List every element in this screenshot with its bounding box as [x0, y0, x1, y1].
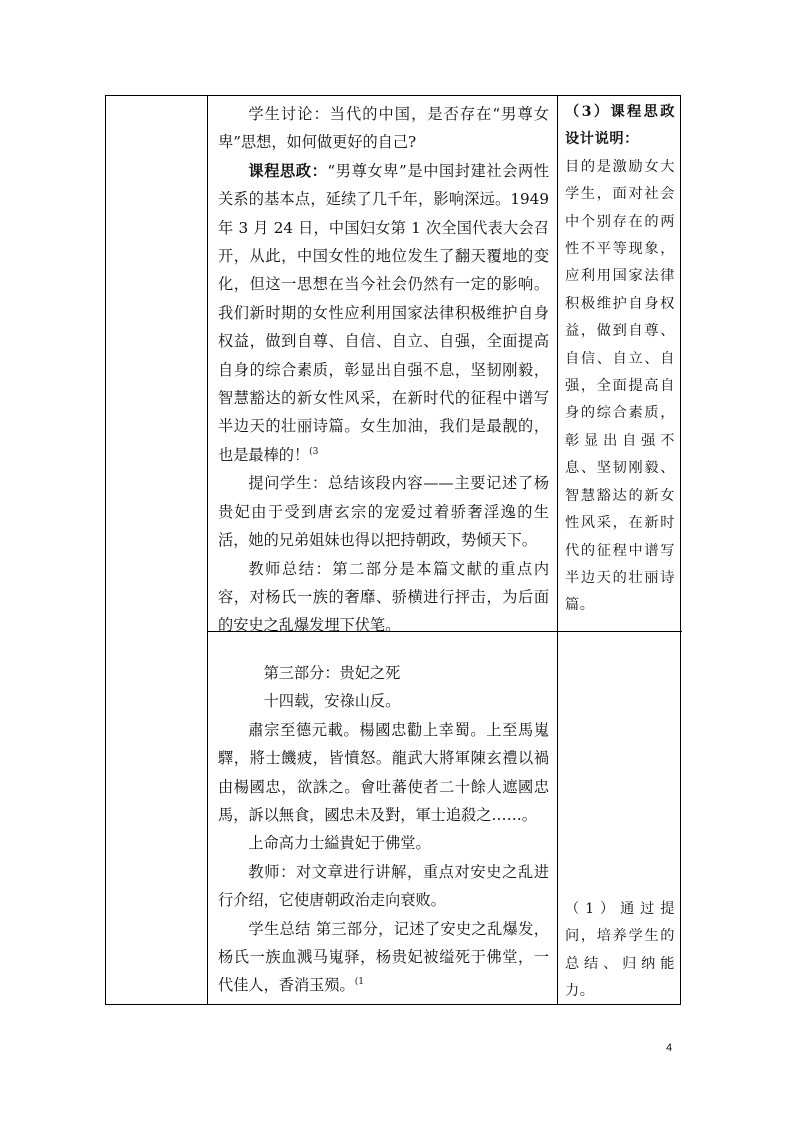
- row2-main-cell: [218, 659, 549, 1000]
- lesson-plan-table: [105, 95, 681, 1005]
- column-divider-right: [557, 96, 558, 1004]
- design-note-title: （3）课程思政设计说明：: [565, 104, 675, 148]
- teacher-paragraph: 教师：对文章进行讲解，重点对安史之乱进行介绍，它使唐朝政治走向衰败。: [218, 862, 549, 910]
- teacher-summary-paragraph: 教师总结：第二部分是本篇文献的重点内容，对杨氏一族的奢靡、骄横进行抨击，为后面的安史之乱爆发埋下伏笔。: [218, 559, 549, 635]
- student-summary-paragraph: [218, 915, 549, 1000]
- discussion-paragraph: 学生讨论：当代的中国，是否存在“男尊女卑”思想，如何做更好的自己?: [218, 105, 549, 152]
- ideology-paragraph: [218, 157, 549, 469]
- row1-main-cell: [218, 100, 549, 640]
- ability-note-text: （1）通过提问，培养学生的总结、归纳能力。: [565, 901, 675, 1000]
- row1-side-cell: [565, 99, 675, 620]
- footnote-mark-2: (1: [354, 977, 364, 988]
- classical-line-2: 上命高力士縊貴妃于佛堂。: [248, 834, 431, 853]
- section-heading: 第三部分：贵妃之死: [263, 664, 401, 682]
- ideology-label: 课程思政：: [248, 161, 328, 180]
- classical-line-1: 十四载，安祿山反。: [263, 692, 401, 711]
- row2-side-cell: [565, 896, 675, 1006]
- ideology-text: “男尊女卑”是中国封建社会两性关系的基本点，延续了几千年，影响深远。1949 年 3 月 24 日，中国妇女第 1 次全国代表大会召开，从此，中国女性的地位发生了翻天覆地的变化，但这一思想在当今社会仍然有一定的影响。我们新时期的女性应利用国家法律积极维护自身权益，做到自尊、自信、自立、自强，全面提高自身的综合素质，彰显出自强不息，坚韧刚毅，智慧豁达的新女性风采，在新时代的征程中谱写半边天的壮丽诗篇。女生加油，我们是最靓的，也是最棒的！: [218, 161, 550, 464]
- classical-paragraph: 肅宗至德元載。楊國忠勸上幸蜀。上至馬嵬驛，將士饑疲，皆憤怒。龍武大將軍陳玄禮以禍由楊國忠，欲誅之。會吐蕃使者二十餘人遮國忠馬，訴以無食，國忠未及對，軍士追殺之……。: [218, 720, 549, 825]
- design-note-text: 目的是激励女大学生，面对社会中个别存在的两性不平等现象，应利用国家法律积极维护自身权益，做到自尊、自信、自立、自强，全面提高自身的综合素质，彰显出自强不息、坚韧刚毅、智慧豁达的新女性风采，在新时代的征程中谱写半边天的壮丽诗篇。: [565, 158, 675, 614]
- page-number: 4: [666, 1042, 673, 1054]
- footnote-mark: (3: [309, 446, 319, 457]
- column-divider-left: [207, 96, 208, 1004]
- student-summary-text: 学生总结 第三部分，记述了安史之乱爆发，杨氏一族血溅马嵬驿，杨贵妃被缢死于佛堂，一代佳人，香消玉殒。: [218, 919, 549, 995]
- question-paragraph: 提问学生：总结该段内容——主要记述了杨贵妃由于受到唐玄宗的宠爱过着骄奢淫逸的生活，她的兄弟姐妹也得以把持朝政，势倾天下。: [218, 474, 549, 550]
